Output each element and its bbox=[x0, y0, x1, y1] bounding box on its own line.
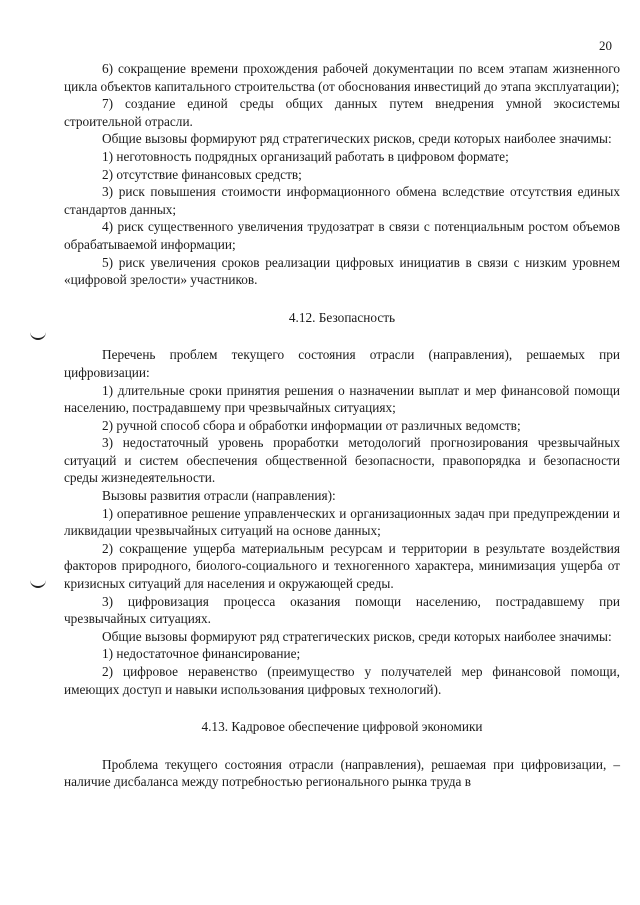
paragraph: Перечень проблем текущего состояния отрасли (направления), решаемых при цифровизации: bbox=[64, 347, 620, 380]
paragraph: 2) отсутствие финансовых средств; bbox=[102, 166, 302, 182]
paragraph: 2) цифровое неравенство (преимущество у получателей мер финансовой помощи, имеющих доступ и навыки использования цифровых технологий). bbox=[64, 664, 620, 697]
section-4-13 bbox=[64, 756, 620, 791]
paragraph: 6) сокращение времени прохождения рабочей документации по всем этапам жизненного цикла объектов капитального строительства (от обоснования инвестиций до этапа эксплуатации); bbox=[64, 61, 620, 94]
section-4-12 bbox=[64, 346, 620, 698]
paragraph: 7) создание единой среды общих данных путем внедрения умной экосистемы строительной отрасли. bbox=[64, 96, 620, 129]
section-heading-4-13: 4.13. Кадровое обеспечение цифровой экономики bbox=[201, 719, 483, 735]
paragraph: 3) риск повышения стоимости информационного обмена вследствие отсутствия единых стандартов данных; bbox=[64, 184, 620, 217]
section-heading-4-12: 4.12. Безопасность bbox=[288, 309, 396, 325]
paragraph: 2) сокращение ущерба материальным ресурсам и территории в результате воздействия факторов природного, биолого-социального и техногенного характера, минимизация ущерба от кризисных ситуаций для населения и окружающей среды. bbox=[64, 540, 620, 592]
paragraph: Общие вызовы формируют ряд стратегических рисков, среди которых наиболее значимы: bbox=[102, 628, 612, 644]
paragraph: 1) длительные сроки принятия решения о назначении выплат и мер финансовой помощи населению, пострадавшему при чрезвычайных ситуациях; bbox=[64, 382, 620, 416]
paragraph: 4) риск существенного увеличения трудозатрат в связи с потенциальным ростом объемов обрабатываемой информации; bbox=[64, 219, 620, 252]
document-body bbox=[64, 60, 620, 791]
margin-mark-top bbox=[30, 330, 46, 340]
paragraph: 3) цифровизация процесса оказания помощи населению, пострадавшему при чрезвычайных ситуациях. bbox=[64, 593, 620, 627]
paragraph: Общие вызовы формируют ряд стратегических рисков, среди которых наиболее значимы: bbox=[102, 131, 612, 147]
paragraph: 5) риск увеличения сроков реализации цифровых инициатив в связи с низким уровнем «цифровой зрелости» участников. bbox=[64, 254, 620, 288]
paragraph: 2) ручной способ сбора и обработки информации от различных ведомств; bbox=[102, 417, 521, 433]
section-4-11-tail bbox=[64, 60, 620, 289]
paragraph: 1) недостаточное финансирование; bbox=[102, 646, 301, 662]
paragraph: Вызовы развития отрасли (направления): bbox=[102, 488, 336, 504]
paragraph: 3) недостаточный уровень проработки методологий прогнозирования чрезвычайных ситуаций и систем обеспечения общественной безопасности, правопорядка и безопасности среды жизнедеятельности. bbox=[64, 435, 620, 486]
margin-mark-bottom bbox=[30, 578, 46, 588]
page-number: 20 bbox=[599, 38, 612, 53]
paragraph: 1) неготовность подрядных организаций работать в цифровом формате; bbox=[102, 148, 509, 164]
paragraph: 1) оперативное решение управленческих и организационных задач при предупреждении и ликвидации чрезвычайных ситуаций на основе данных; bbox=[64, 505, 620, 539]
paragraph: Проблема текущего состояния отрасли (направления), решаемая при цифровизации, – наличие дисбаланса между потребностью регионального рынка труда в bbox=[64, 756, 620, 790]
